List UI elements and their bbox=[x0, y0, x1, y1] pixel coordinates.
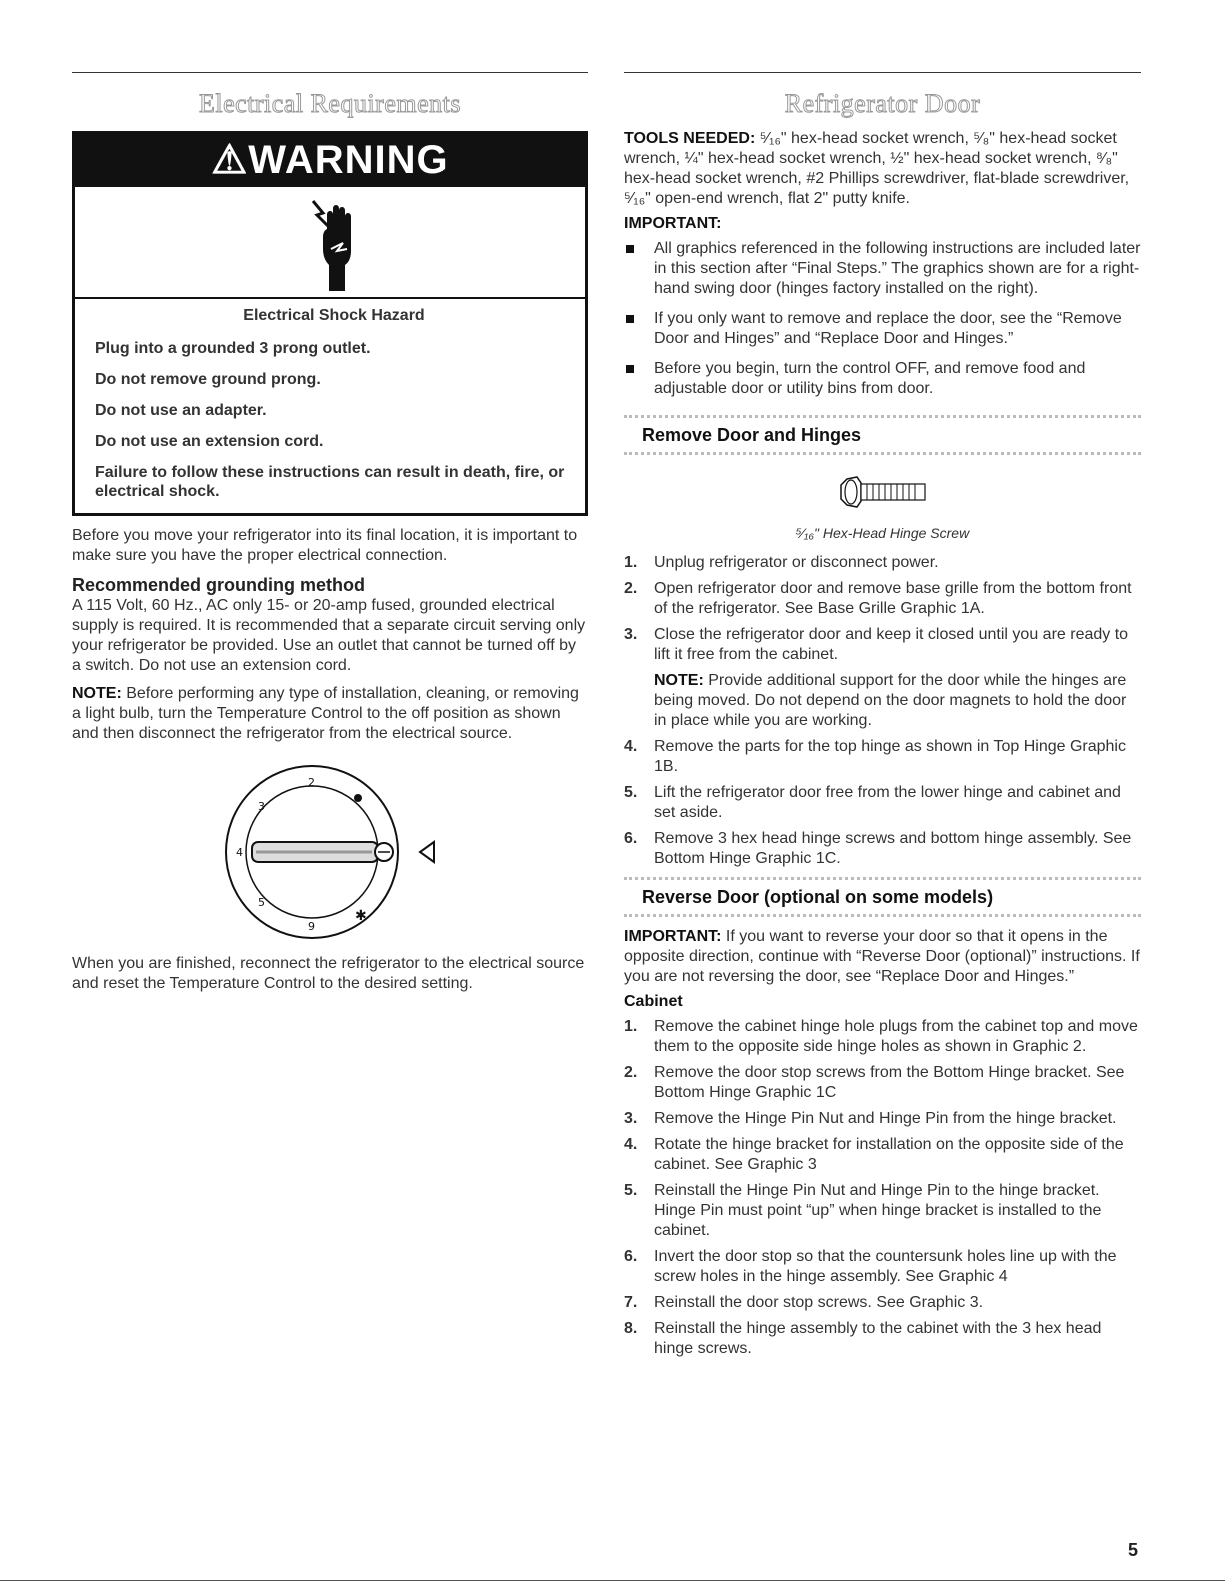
warning-title: Electrical Shock Hazard bbox=[243, 307, 425, 324]
hex-screw-icon bbox=[839, 475, 929, 509]
warning-line: Do not remove ground prong. bbox=[95, 371, 321, 388]
section-title: Refrigerator Door bbox=[784, 89, 981, 118]
reverse-door-heading: Reverse Door (optional on some models) bbox=[642, 887, 994, 907]
note-text: Before performing any type of installation, cleaning, or removing a light bulb, turn the Temperature Control to the off position as shown and then disconnect the refrigerator from the electrical source. bbox=[72, 685, 579, 742]
note-label: NOTE: bbox=[72, 685, 122, 702]
step-note: NOTE: Provide additional support for the door while the hinges are being moved. Do not depend on the door magnets to hold the door in place while you are working. bbox=[654, 672, 1127, 729]
list-item: Before you begin, turn the control OFF, and remove food and adjustable door or utility bins from door. bbox=[624, 359, 1141, 399]
remove-steps bbox=[624, 553, 1141, 869]
list-item: 1. Unplug refrigerator or disconnect power. bbox=[624, 554, 939, 571]
list-item: 2. Remove the door stop screws from the Bottom Hinge bracket. See Bottom Hinge Graphic 1C bbox=[624, 1064, 1125, 1101]
section-title: Electrical Requirements bbox=[198, 89, 461, 118]
list-item: 8. Reinstall the hinge assembly to the cabinet with the 3 hex head hinge screws. bbox=[624, 1320, 1102, 1357]
list-item: 2. Open refrigerator door and remove base grille from the bottom front of the refrigerator. See Base Grille Graphic 1A. bbox=[624, 580, 1132, 617]
reverse-important: IMPORTANT: If you want to reverse your door so that it opens in the opposite direction, continue with “Reverse Door (optional)” instructions. If you are not reversing the door, see “Replace Door and Hinges.” bbox=[624, 928, 1140, 985]
warning-line: Plug into a grounded 3 prong outlet. bbox=[95, 340, 371, 357]
warning-line: Failure to follow these instructions can result in death, fire, or electrical shock. bbox=[95, 464, 565, 500]
dial-label: 9 bbox=[308, 920, 315, 933]
temperature-dial-figure bbox=[72, 754, 588, 954]
hinge-screw-figure bbox=[624, 465, 1141, 525]
list-item: 4. Remove the parts for the top hinge as shown in Top Hinge Graphic 1B. bbox=[624, 738, 1126, 775]
cabinet-heading: Cabinet bbox=[624, 993, 683, 1010]
finish-paragraph: When you are finished, reconnect the refrigerator to the electrical source and reset the Temperature Control to the desired setting. bbox=[72, 955, 585, 992]
list-item: 5. Lift the refrigerator door free from the lower hinge and cabinet and set aside. bbox=[624, 784, 1121, 821]
bottom-rule bbox=[0, 1580, 1225, 1581]
list-item: 3. Remove the Hinge Pin Nut and Hinge Pin from the hinge bracket. bbox=[624, 1110, 1117, 1127]
top-rule bbox=[72, 72, 588, 73]
note-paragraph bbox=[72, 684, 588, 744]
grounding-heading: Recommended grounding method bbox=[72, 575, 366, 595]
svg-text:✱: ✱ bbox=[355, 908, 367, 924]
list-item: 7. Reinstall the door stop screws. See Graphic 3. bbox=[624, 1294, 984, 1311]
warning-line: Do not use an extension cord. bbox=[95, 433, 324, 450]
list-item: 5. Reinstall the Hinge Pin Nut and Hinge Pin to the hinge bracket. Hinge Pin must point “up” when hinge bracket is installed to the cabinet. bbox=[624, 1182, 1102, 1239]
cabinet-steps bbox=[624, 1017, 1141, 1359]
list-item: 1. Remove the cabinet hinge hole plugs from the cabinet top and move them to the opposite side hinge holes as shown in Graphic 2. bbox=[624, 1018, 1138, 1055]
list-item: 6. Invert the door stop so that the countersunk holes line up with the screw holes in the hinge assembly. See Graphic 4 bbox=[624, 1248, 1117, 1285]
tools-needed bbox=[624, 129, 1141, 209]
top-rule bbox=[624, 72, 1141, 73]
refrigerator-door-column bbox=[624, 72, 1141, 1365]
dial-label: 2 bbox=[308, 776, 315, 789]
list-item: 6. Remove 3 hex head hinge screws and bottom hinge assembly. See Bottom Hinge Graphic 1C. bbox=[624, 830, 1132, 867]
important-label: IMPORTANT: bbox=[624, 215, 722, 232]
page-number: 5 bbox=[1128, 1540, 1139, 1560]
tools-label: TOOLS NEEDED: bbox=[624, 130, 756, 147]
list-item: 4. Rotate the hinge bracket for installation on the opposite side of the cabinet. See Graphic 3 bbox=[624, 1136, 1124, 1173]
warning-icon-area bbox=[75, 187, 585, 299]
electrical-requirements-column bbox=[72, 72, 588, 994]
screw-caption: ⁵⁄₁₆" Hex-Head Hinge Screw bbox=[795, 525, 970, 541]
tools-text: ⁵⁄₁₆" hex-head socket wrench, ⁵⁄₈" hex-head socket wrench, ¼" hex-head socket wrench, ½" hex-head socket wrench, ⁸⁄₈" hex-head socket wrench, #2 Phillips screwdriver, flat-blade screwdriver, ⁵⁄₁₆" open-end wrench, flat 2" putty knife. bbox=[624, 130, 1130, 207]
intro-paragraph: Before you move your refrigerator into its final location, it is important to make sure you have the proper electrical connection. bbox=[72, 527, 578, 564]
electric-shock-hand-icon bbox=[309, 199, 359, 291]
list-item: 3. Close the refrigerator door and keep it closed until you are ready to lift it free from the cabinet. NOTE: Provide additional support for the door while the hinges are being moved. Do not depend on the door magnets to hold the door in place while you are working. bbox=[624, 625, 1141, 731]
grounding-paragraph: A 115 Volt, 60 Hz., AC only 15- or 20-amp fused, grounded electrical supply is required. It is recommended that a separate circuit serving only your refrigerator be provided. Use an outlet that cannot be turned off by a switch. Do not use an extension cord. bbox=[72, 597, 586, 674]
warning-body bbox=[75, 299, 585, 513]
warning-line: Do not use an adapter. bbox=[95, 402, 267, 419]
dial-label: 4 bbox=[236, 846, 243, 859]
reverse-door-heading-bar bbox=[624, 877, 1141, 917]
important-list bbox=[624, 239, 1141, 399]
warning-box bbox=[72, 131, 588, 516]
remove-door-heading-bar bbox=[624, 415, 1141, 455]
remove-door-heading: Remove Door and Hinges bbox=[642, 425, 862, 445]
dial-label: 3 bbox=[258, 800, 265, 813]
temperature-dial-icon bbox=[222, 760, 462, 950]
list-item: If you only want to remove and replace the door, see the “Remove Door and Hinges” and “Replace Door and Hinges.” bbox=[624, 309, 1141, 349]
list-item: All graphics referenced in the following instructions are included later in this section after “Final Steps.” The graphics shown are for a right-hand swing door (hinges factory installed on the right). bbox=[624, 239, 1141, 299]
warning-header: ⚠WARNING bbox=[75, 134, 585, 187]
dial-label: 5 bbox=[258, 896, 265, 909]
